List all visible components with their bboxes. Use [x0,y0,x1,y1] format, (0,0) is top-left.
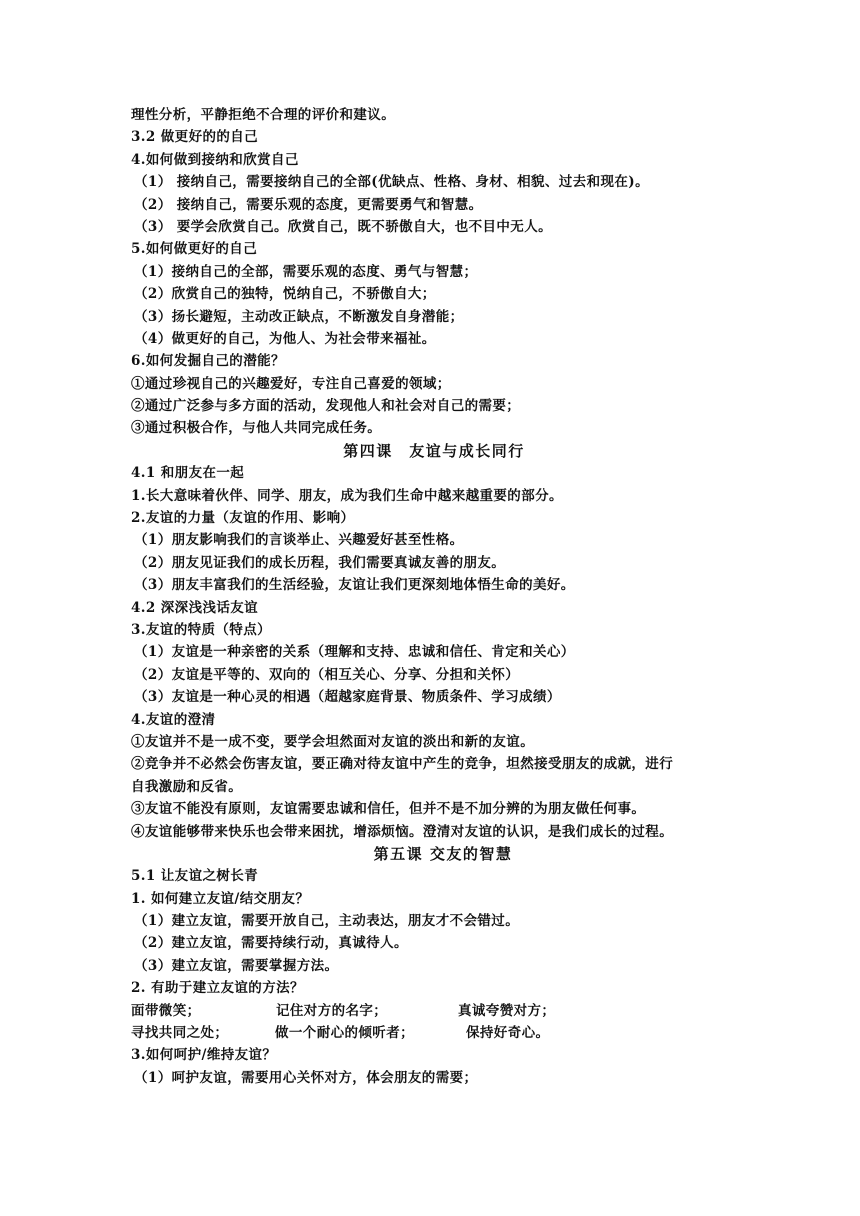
method-item: 真诚夸赞对方； [458,1002,556,1019]
section-heading: 3.2 做更好的的自己 [131,129,259,146]
question-heading: 2. 有助于建立友谊的方法？ [131,980,304,997]
list-item: （1）呵护友谊，需要用心关怀对方，体会朋友的需要； [134,1069,478,1086]
list-item: （2）建立友谊，需要持续行动，真诚待人。 [134,935,408,952]
method-row [131,1000,731,1022]
list-item: （2）友谊是平等的、双向的（相互关心、分享、分担和关怀） [134,666,520,683]
section-heading: 5.1 让友谊之树长青 [131,868,259,885]
lesson-title: 第五课 交友的智慧 [373,844,513,863]
list-item: （3） 要学会欣赏自己。欣赏自己，既不骄傲自大，也不目中无人。 [134,218,552,235]
question-heading: 6.如何发掘自己的潜能？ [131,353,285,370]
list-item: （2） 接纳自己，需要乐观的态度，更需要勇气和智慧。 [134,196,483,213]
list-item: ③通过积极合作，与他人共同完成任务。 [131,420,382,437]
list-item: （3）建立友谊，需要掌握方法。 [134,957,339,974]
list-item: ④友谊能够带来快乐也会带来困扰，增添烦恼。澄清对友谊的认识，是我们成长的过程。 [131,823,674,840]
method-item: 保持好奇心。 [466,1025,550,1042]
list-item: ③友谊不能没有原则，友谊需要忠诚和信任，但并不是不加分辨的为朋友做任何事。 [131,801,646,818]
method-item: 面带微笑； [131,1002,201,1019]
list-item: （3）扬长避短，主动改正缺点，不断激发自身潜能； [134,308,464,325]
method-row [131,1022,731,1044]
list-item: ②竞争并不必然会伤害友谊，要正确对待友谊中产生的竞争，坦然接受朋友的成就，进行 [131,756,674,773]
list-item: ①友谊并不是一成不变，要学会坦然面对友谊的淡出和新的友谊。 [131,733,535,750]
section-heading: 4.1 和朋友在一起 [131,465,245,482]
list-item: （1）建立友谊，需要开放自己，主动表达，朋友才不会错过。 [134,913,520,930]
list-item: （2）朋友见证我们的成长历程，我们需要真诚友善的朋友。 [134,554,506,571]
section-heading: 4.2 深深浅浅话友谊 [131,599,259,616]
text-line: 1.长大意味着伙伴、同学、朋友，成为我们生命中越来越重要的部分。 [131,487,563,504]
text-line: 理性分析，平静拒绝不合理的评价和建议。 [131,107,396,123]
list-item: （3）友谊是一种心灵的相遇（超越家庭背景、物质条件、学习成绩） [134,689,561,706]
method-item: 做一个耐心的倾听者； [275,1025,414,1042]
question-heading: 3.友谊的特质（特点） [131,621,271,638]
list-item: （2）欣赏自己的独特，悦纳自己，不骄傲自大； [134,286,436,303]
question-heading: 2.友谊的力量（友谊的作用、影响） [131,510,355,527]
method-item: 寻找共同之处； [131,1025,229,1042]
question-heading: 1. 如何建立友谊/结交朋友？ [131,890,310,907]
method-item: 记住对方的名字； [276,1002,388,1019]
list-item: （1）朋友影响我们的言谈举止、兴趣爱好甚至性格。 [134,532,464,549]
question-heading: 4.如何做到接纳和欣赏自己 [131,151,299,168]
list-item: ①通过珍视自己的兴趣爱好，专注自己喜爱的领域； [131,375,451,392]
list-item-continuation: 自我激励和反省。 [131,778,243,795]
list-item: （3）朋友丰富我们的生活经验，友谊让我们更深刻地体悟生命的美好。 [134,577,575,594]
question-heading: 4.友谊的澄清 [131,711,216,728]
document-body [131,104,731,1089]
question-heading: 5.如何做更好的自己 [131,241,258,258]
list-item: （1）友谊是一种亲密的关系（理解和支持、忠诚和信任、肯定和关心） [134,644,575,661]
lesson-title: 第四课 友谊与成长同行 [343,441,525,460]
list-item: （1） 接纳自己，需要接纳自己的全部(优缺点、性格、身材、相貌、过去和现在)。 [134,174,649,191]
list-item: （1）接纳自己的全部，需要乐观的态度、勇气与智慧； [134,263,478,280]
list-item: （4）做更好的自己，为他人、为社会带来福祉。 [134,330,436,347]
question-heading: 3.如何呵护/维持友谊？ [131,1047,277,1064]
list-item: ②通过广泛参与多方面的活动，发现他人和社会对自己的需要； [131,398,521,415]
